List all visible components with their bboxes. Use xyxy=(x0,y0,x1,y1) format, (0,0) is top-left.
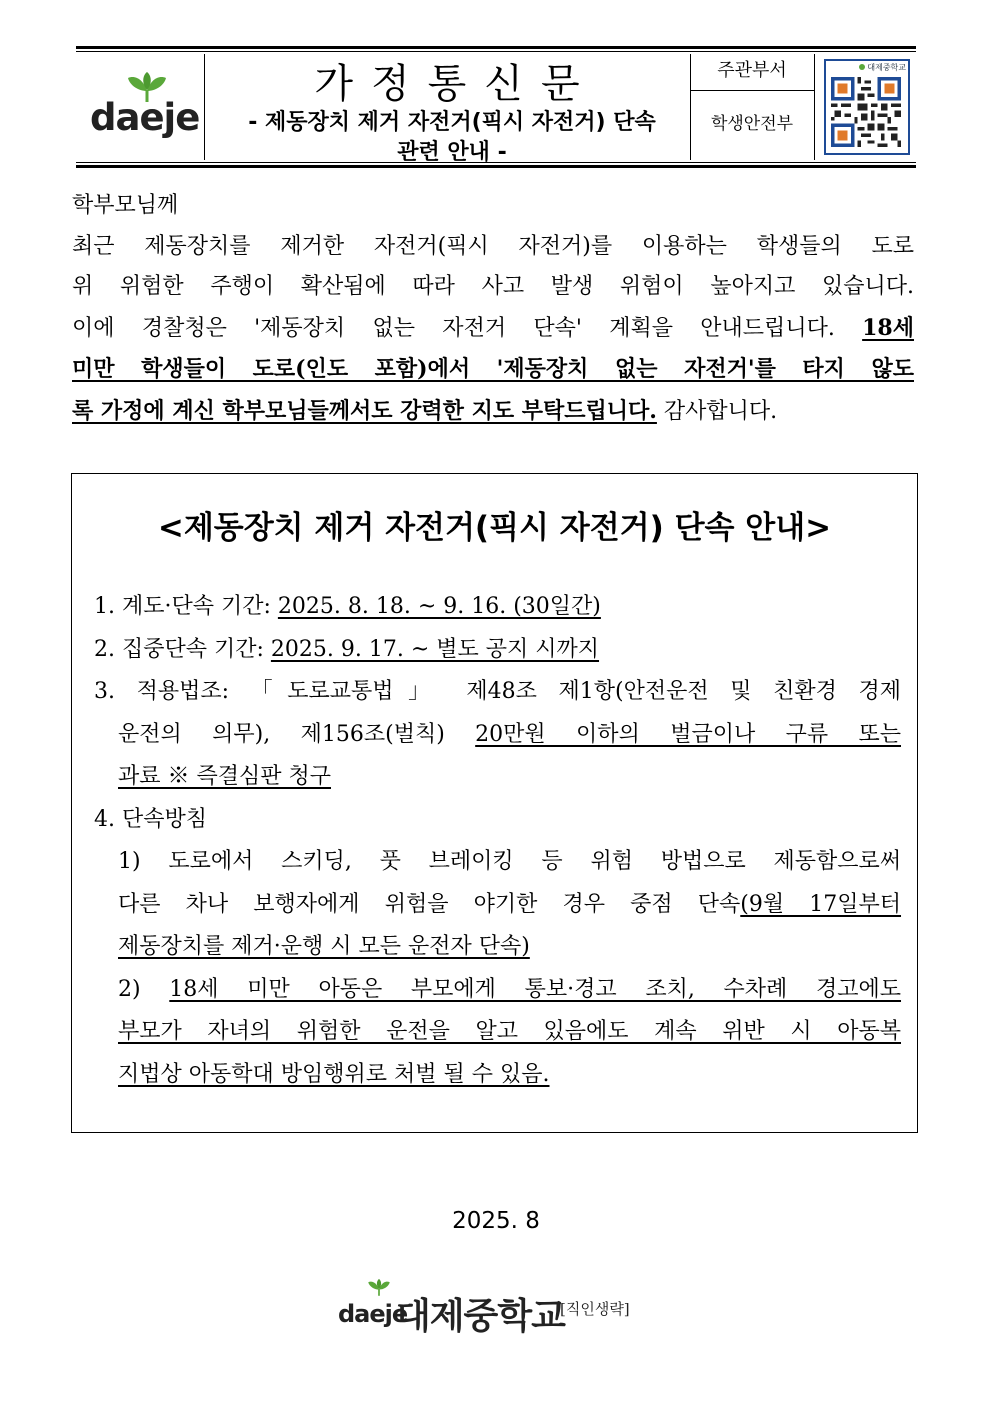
title-cell xyxy=(204,54,691,165)
item-2-value: 2025. 9. 17. ~ 별도 공지 시까지 xyxy=(270,636,600,662)
school-name: 대제중학교 xyxy=(396,1296,565,1337)
issue-date: 2025. 8 xyxy=(452,1208,540,1234)
letter-line-3 xyxy=(72,308,914,350)
subtitle-line-2: 관련 안내 - xyxy=(397,140,507,165)
item-1-value: 2025. 8. 18. ~ 9. 16. (30일간) xyxy=(277,594,601,619)
seal-omitted: [직인생략] xyxy=(560,1300,630,1318)
subtitle-line-1: - 제동장치 제거 자전거(픽시 자전거) 단속 xyxy=(248,110,656,135)
notice-item-4: 4. 단속방침 xyxy=(94,806,207,832)
item-1-label: 1. 계도·단속 기간: xyxy=(94,594,278,619)
salutation: 학부모님께 xyxy=(72,193,179,218)
notice-box xyxy=(71,473,918,1133)
item-4-2-prefix: 2) xyxy=(118,976,170,1002)
qr-pattern-icon xyxy=(831,77,901,147)
item-4-1-line-1: 1) 도로에서 스키딩, 풋 브레이킹 등 위험 방법으로 제동함으로써 xyxy=(118,849,901,874)
logo-text: daeje xyxy=(90,96,200,139)
item-4-2-line-2-text: 부모가 자녀의 위험한 운전을 알고 있음에도 계속 위반 시 아동복 xyxy=(118,1019,901,1044)
ginkgo-leaf-icon xyxy=(366,1278,392,1300)
item-4-1-line-3 xyxy=(94,926,901,969)
item-3-summary: 과료 ※ 즉결심판 청구 xyxy=(118,764,331,789)
letter-body xyxy=(72,186,914,432)
item-3-penalty: 20만원 이하의 벌금이나 구류 또는 xyxy=(475,721,901,747)
letter-line-3-text: 이에 경찰청은 '제동장치 없는 자전거 단속' 계획을 안내드립니다. xyxy=(72,315,863,341)
item-4-1-line-2 xyxy=(94,884,901,927)
item-4-1-plain: 다른 차나 보행자에게 위험을 야기한 경우 중점 단속 xyxy=(118,891,741,917)
notice-item-1 xyxy=(94,586,901,629)
department-label: 주관부서 xyxy=(690,54,814,91)
item-4-2-line-1-text: 18세 미만 아동은 부모에게 통보·경고 조치, 수차례 경고에도 xyxy=(169,976,902,1002)
logo-cell xyxy=(76,54,205,160)
notice-item-3-line-2 xyxy=(94,714,901,757)
item-4-2-line-3-text: 지법상 아동학대 방임행위로 처벌 될 수 있음. xyxy=(118,1061,550,1087)
item-2-label: 2. 집중단속 기간: xyxy=(94,636,271,662)
department-value: 학생안전부 xyxy=(710,114,794,134)
emphasis-start: 18세 xyxy=(862,314,914,341)
qr-logo-icon xyxy=(859,64,865,70)
item-4-2-line-2 xyxy=(94,1011,901,1054)
emphasis-line-2: 미만 학생들이 도로(인도 포함)에서 '제동장치 없는 자전거'를 타지 않도 xyxy=(72,356,914,382)
emphasis-line-3: 록 가정에 계신 학부모님들께서도 강력한 지도 부탁드립니다. xyxy=(72,397,657,424)
document-header xyxy=(76,46,916,168)
letter-line-4 xyxy=(72,349,914,391)
notice-items xyxy=(94,586,901,1096)
footer-logo-text: daeje xyxy=(338,1300,408,1328)
qr-code[interactable] xyxy=(824,59,910,155)
item-4-1-line-3-text: 제동장치를 제거·운행 시 모든 운전자 단속) xyxy=(118,934,530,959)
school-signature xyxy=(338,1278,668,1338)
letter-line-1: 최근 제동장치를 제거한 자전거(픽시 자전거)를 이용하는 학생들의 도로 xyxy=(72,233,914,259)
qr-school-label: 대제중학교 xyxy=(867,63,906,72)
notice-item-3-line-1: 3. 적용법조: 「도로교통법」 제48조 제1항(안전운전 및 친환경 경제 xyxy=(94,679,901,704)
qr-cell xyxy=(814,54,916,160)
department-cell xyxy=(690,54,815,160)
item-4-2-line-3 xyxy=(94,1054,901,1097)
item-4-1-underlined: (9월 17일부터 xyxy=(740,891,902,917)
page-subtitle xyxy=(224,108,680,168)
notice-title: <제동장치 제거 자전거(픽시 자전거) 단속 안내> xyxy=(157,510,832,546)
closing: 감사합니다. xyxy=(656,398,778,424)
item-4-2-line-1 xyxy=(94,969,901,1012)
notice-item-2 xyxy=(94,629,901,672)
notice-item-3-line-3 xyxy=(94,756,901,799)
letter-line-2: 위 위험한 주행이 확산됨에 따라 사고 발생 위험이 높아지고 있습니다. xyxy=(72,274,914,299)
letter-line-5 xyxy=(72,391,914,433)
item-3-plain: 운전의 의무), 제156조(벌칙) xyxy=(118,721,476,747)
qr-header xyxy=(828,62,906,76)
page-title: 가정통신문 xyxy=(314,61,598,107)
